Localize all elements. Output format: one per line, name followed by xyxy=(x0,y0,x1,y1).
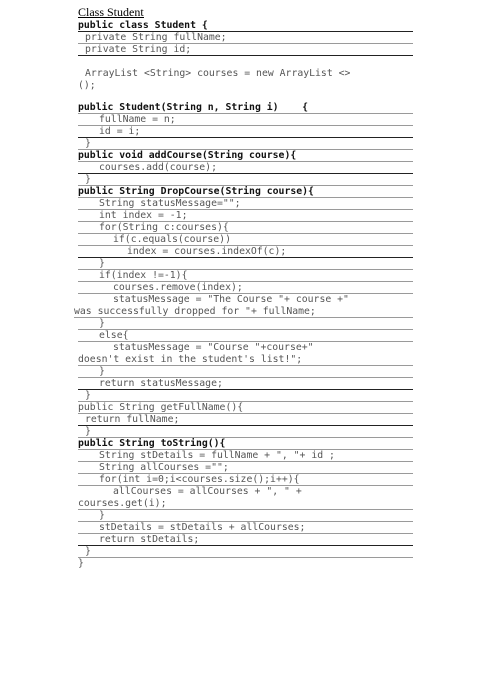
code-line: String allCourses =""; xyxy=(78,462,413,474)
code-line: public String toString(){ xyxy=(78,438,413,450)
code-line: } xyxy=(78,366,413,378)
code-line: id = i; xyxy=(78,126,413,138)
code-line: public String DropCourse(String course){ xyxy=(78,186,413,198)
code-line: } xyxy=(78,546,413,558)
code-line: } xyxy=(78,510,413,522)
code-line: return statusMessage; xyxy=(78,378,413,390)
code-line: public String getFullName(){ xyxy=(78,402,413,414)
code-line: else{ xyxy=(78,330,413,342)
code-line: public void addCourse(String course){ xyxy=(78,150,413,162)
code-line: fullName = n; xyxy=(78,114,413,126)
code-line: } xyxy=(78,138,413,150)
code-line: courses.remove(index); xyxy=(78,282,413,294)
code-line: return fullName; xyxy=(78,414,413,426)
code-listing xyxy=(74,20,413,570)
code-line: } xyxy=(78,558,84,569)
code-line: } xyxy=(78,174,413,186)
code-line: int index = -1; xyxy=(78,210,413,222)
code-line: allCourses = allCourses + ", " + xyxy=(113,486,302,497)
code-line: return stDetails; xyxy=(78,534,413,546)
code-line: } xyxy=(78,318,413,330)
code-line: for(int i=0;i<courses.size();i++){ xyxy=(78,474,413,486)
code-line: public class Student { xyxy=(78,20,413,32)
code-line: for(String c:courses){ xyxy=(78,222,413,234)
document-title: Class Student xyxy=(78,5,144,19)
code-line: public Student(String n, String i) { xyxy=(78,102,413,114)
code-line: statusMessage = "The Course "+ course +" xyxy=(113,294,349,305)
code-line: was successfully dropped for "+ fullName; xyxy=(74,306,413,318)
code-line: private String fullName; xyxy=(78,32,413,44)
code-line: courses.get(i); xyxy=(78,498,413,510)
code-line: index = courses.indexOf(c); xyxy=(78,246,413,258)
code-line: (); xyxy=(78,80,96,91)
code-line: if(c.equals(course)) xyxy=(78,234,413,246)
code-line: String stDetails = fullName + ", "+ id ; xyxy=(78,450,413,462)
code-line: } xyxy=(78,426,413,438)
code-line: doesn't exist in the student's list!"; xyxy=(78,354,413,366)
code-line xyxy=(78,56,413,68)
code-line: ArrayList <String> courses = new ArrayList <> xyxy=(85,68,351,79)
code-line: if(index !=-1){ xyxy=(78,270,413,282)
code-line: } xyxy=(78,258,413,270)
code-line: String statusMessage=""; xyxy=(78,198,413,210)
code-line: private String id; xyxy=(78,44,413,56)
code-line: stDetails = stDetails + allCourses; xyxy=(78,522,413,534)
code-line: courses.add(course); xyxy=(78,162,413,174)
code-line: statusMessage = "Course "+course+" xyxy=(113,342,314,353)
code-line: } xyxy=(78,390,413,402)
